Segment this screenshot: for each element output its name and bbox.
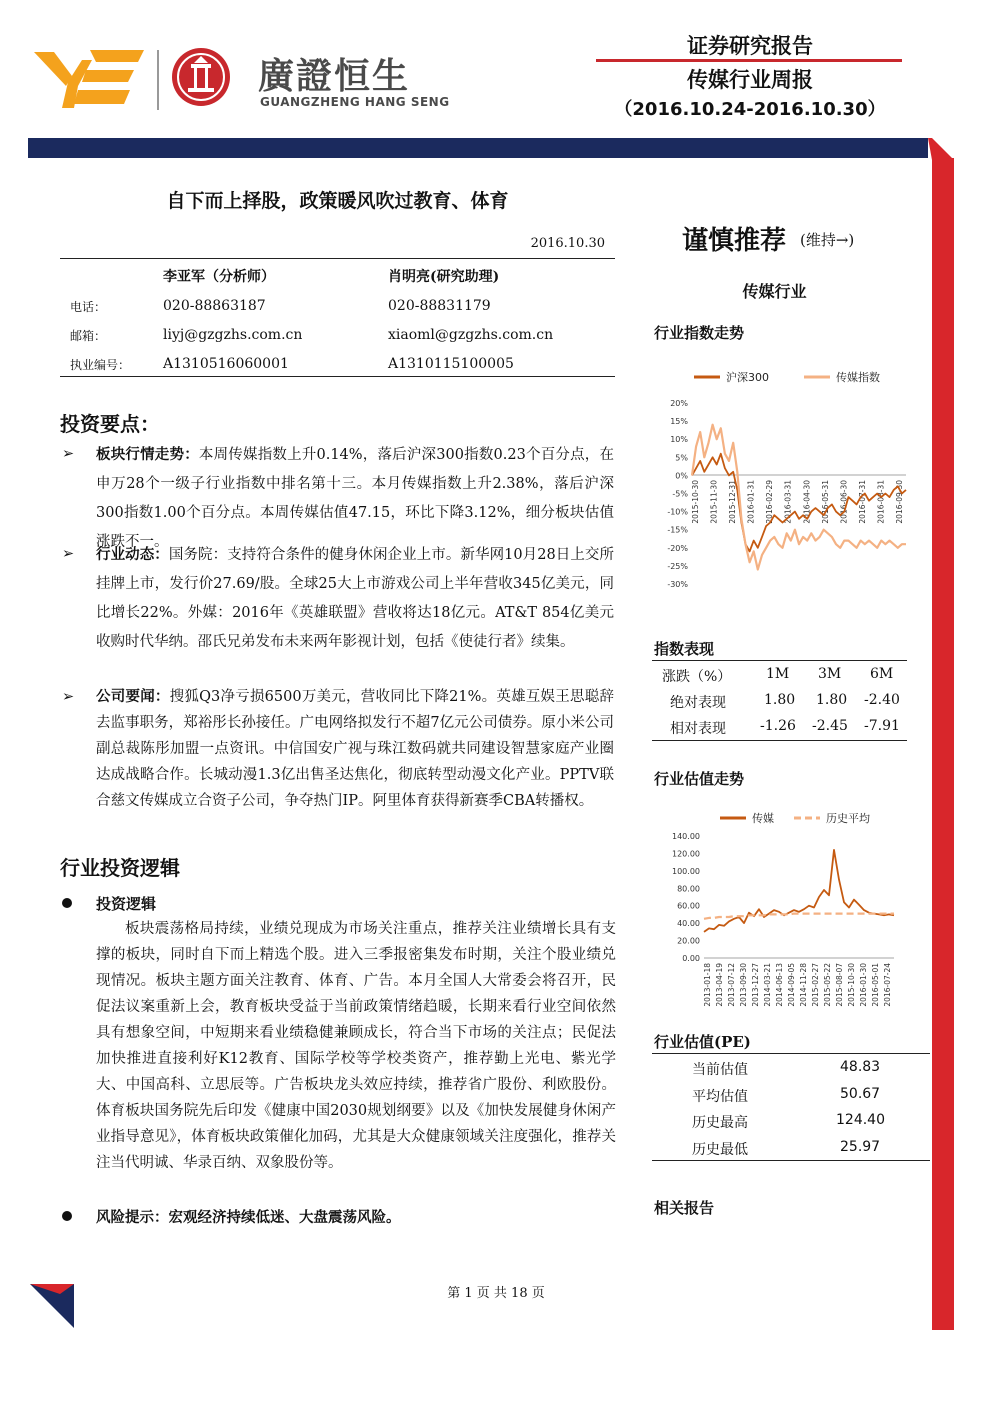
assistant-name: 肖明亮(研究助理): [388, 269, 500, 285]
perf-row-label: 相对表现: [670, 721, 726, 737]
logic-subheading: 投资逻辑: [96, 895, 157, 913]
perf-header-cell: 6M: [870, 666, 894, 682]
arrow-bullet-icon: ➢: [62, 446, 75, 462]
x-tick-label: 2016-03-31: [783, 480, 793, 524]
risk-warning: 风险提示：宏观经济持续低迷、大盘震荡风险。: [96, 1209, 401, 1226]
assistant-license: A1310115100005: [388, 356, 514, 372]
valuation-trend-heading: 行业估值走势: [654, 770, 745, 788]
y-tick-label: -10%: [667, 507, 688, 517]
x-tick-label: 2013-12-27: [751, 963, 760, 1007]
perf-heading: 指数表现: [654, 640, 715, 658]
pe-row-min: [652, 1135, 930, 1161]
index-trend-chart: [652, 362, 920, 622]
header-band: [0, 130, 992, 160]
sector-name: 传媒行业: [742, 282, 807, 301]
perf-header-row: [652, 662, 907, 688]
arrow-bullet-icon: ➢: [62, 689, 75, 705]
x-tick-label: 2016-09-30: [895, 480, 904, 524]
y-tick-label: 100.00: [672, 866, 700, 876]
valuation-trend-chart: [652, 806, 920, 1016]
x-tick-label: 2016-01-31: [746, 480, 756, 524]
y-tick-label: 20.00: [677, 936, 700, 946]
x-tick-label: 2016-02-29: [765, 480, 775, 524]
x-tick-label: 2015-12-31: [728, 480, 738, 524]
x-tick-label: 2014-09-05: [787, 963, 796, 1007]
y-tick-label: 15%: [670, 417, 688, 427]
x-tick-label: 2016-05-31: [820, 480, 830, 524]
perf-top-rule: [652, 660, 907, 661]
page-number: 第 1 页 共 18 页: [447, 1286, 545, 1301]
phone-label: 电话：: [70, 300, 107, 314]
x-tick-label: 2013-04-19: [715, 963, 724, 1007]
key-points-heading: 投资要点：: [60, 412, 160, 436]
perf-cell: 1.80: [764, 692, 796, 708]
point-text: 本周传媒指数上升0.14%，落后沪深300指数0.23个百分点，在申万28个一级子行业指数中排名第十三。本月传媒指数上升2.38%，落后沪深300指数1.00个百分点。本周传媒估值47.15，环比下降3.12%，细分板块估值涨跌不一。: [96, 447, 615, 550]
x-tick-label: 2013-07-12: [727, 963, 736, 1007]
point-industry-news: [62, 540, 614, 657]
report-type-underline: [596, 59, 902, 62]
corner-decoration-icon: [30, 1284, 74, 1328]
pe-row-max: [652, 1108, 930, 1134]
perf-cell: 1.80: [816, 692, 848, 708]
perf-header-cell: 1M: [766, 666, 790, 682]
y-tick-label: -20%: [667, 543, 688, 553]
point-title: 板块行情走势：: [96, 446, 199, 463]
perf-cell: -2.40: [864, 692, 900, 708]
x-tick-label: 2013-01-18: [703, 963, 712, 1007]
y-tick-label: -15%: [667, 525, 688, 535]
pe-label: 历史最低: [692, 1142, 748, 1158]
report-date: 2016.10.30: [530, 236, 605, 251]
x-tick-label: 2014-03-21: [763, 963, 772, 1007]
x-tick-label: 2014-11-28: [799, 963, 808, 1007]
pe-label: 历史最高: [692, 1115, 748, 1131]
analyst-name: 李亚军（分析师）: [163, 269, 275, 285]
bullet-dot-icon: [62, 898, 72, 908]
perf-row-absolute: [652, 688, 907, 714]
logic-heading: 行业投资逻辑: [60, 856, 180, 880]
perf-header-cell: 涨跌（%）: [662, 669, 732, 685]
x-tick-label: 2016-04-30: [802, 480, 812, 524]
pe-value: 25.97: [840, 1139, 881, 1155]
x-tick-label: 2016-05-01: [871, 963, 880, 1007]
pe-value: 50.67: [840, 1086, 881, 1102]
y-tick-label: -30%: [667, 580, 688, 589]
report-title: 自下而上择股，政策暖风吹过教育、体育: [166, 190, 509, 212]
arrow-bullet-icon: ➢: [62, 546, 75, 562]
x-tick-label: 2016-01-30: [859, 963, 868, 1007]
perf-row-label: 绝对表现: [670, 695, 726, 711]
x-tick-label: 2016-07-24: [883, 963, 892, 1007]
pe-bottom-rule: [652, 1160, 930, 1161]
report-type: 证券研究报告: [687, 34, 813, 58]
x-tick-label: 2013-09-30: [739, 963, 748, 1007]
analyst-license: A1310516060001: [163, 356, 289, 372]
y-tick-label: -25%: [667, 561, 688, 571]
bullet-dot-icon: [62, 1211, 72, 1221]
y-tick-label: 5%: [675, 453, 688, 463]
x-tick-label: 2016-06-30: [839, 480, 849, 524]
x-tick-label: 2015-02-27: [811, 963, 820, 1007]
contact-bottom-rule: [60, 376, 615, 377]
point-company-news: [62, 684, 614, 814]
pe-value: 48.83: [840, 1059, 881, 1075]
y-tick-label: 80.00: [677, 884, 700, 894]
perf-bottom-rule: [652, 740, 907, 741]
perf-cell: -2.45: [812, 718, 848, 734]
analyst-email[interactable]: liyj@gzgzhs.com.cn: [163, 327, 303, 343]
email-label: 邮箱：: [70, 329, 107, 343]
x-tick-label: 2014-06-13: [775, 963, 784, 1007]
logo-divider: [157, 50, 159, 110]
point-text: 国务院：支持符合条件的健身休闲企业上市。新华网10月28日上交所挂牌上市，发行价27.69/股。全球25大上市游戏公司上半年营收345亿美元，同比增长22%。外媒：2016年《英雄联盟》营收将达18亿元。AT&T 854亿美元收购时代华纳。邵氏兄弟发布未来两年影视计划，包括《使徒行者》续集。: [96, 547, 615, 650]
license-label: 执业编号：: [70, 358, 131, 372]
assistant-email[interactable]: xiaoml@gzgzhs.com.cn: [388, 327, 554, 343]
series-line-0: [692, 454, 906, 552]
perf-header-cell: 3M: [818, 666, 842, 682]
y-tick-label: 140.00: [672, 832, 700, 841]
x-tick-label: 2016-08-31: [876, 480, 886, 524]
x-tick-label: 2015-10-30: [847, 963, 856, 1007]
x-tick-label: 2015-05-22: [823, 963, 832, 1007]
x-tick-label: 2015-10-30: [691, 480, 700, 524]
x-tick-label: 2015-11-30: [709, 480, 719, 524]
perf-cell: -7.91: [864, 718, 900, 734]
pe-row-average: [652, 1082, 930, 1108]
legend-label: 沪深300: [726, 371, 769, 384]
y-tick-label: 10%: [670, 435, 688, 445]
point-title: 公司要闻：: [96, 688, 170, 705]
company-name-cn: 廣證恒生: [258, 56, 411, 97]
x-tick-label: 2015-08-07: [835, 963, 844, 1007]
ye-logo-icon: [34, 46, 146, 110]
legend-label: 传媒: [752, 812, 774, 825]
index-trend-heading: 行业指数走势: [654, 324, 745, 342]
pe-label: 当前估值: [692, 1062, 748, 1078]
analyst-phone: 020-88863187: [163, 298, 266, 314]
legend-label: 历史平均: [826, 812, 870, 825]
y-tick-label: 60.00: [677, 901, 700, 911]
pe-heading: 行业估值(PE): [654, 1033, 751, 1051]
y-tick-label: -5%: [672, 489, 688, 499]
perf-cell: -1.26: [760, 718, 796, 734]
pe-top-rule: [652, 1053, 930, 1054]
point-title: 行业动态：: [96, 546, 169, 563]
report-period: （2016.10.24-2016.10.30）: [614, 99, 886, 120]
logic-body: 板块震荡格局持续，业绩兑现成为市场关注重点，推荐关注业绩增长具有支撑的板块，同时自下而上精选个股。进入三季报密集发布时期，关注个股业绩兑现情况。板块主题方面关注教育、体育、广告。本月全国人大常委会将召开，民促法议案重新上会，教育板块受益于当前政策情绪趋暖，长期来看行业空间依然具有想象空间，中短期来看业绩稳健兼顾成长，符合当下市场的关注点；民促法加快推进直接利好K12教育、国际学校等学校类资产，推荐勤上光电、紫光学大、中国高科、立思辰等。广告板块龙头效应持续，推荐省广股份、利欧股份。体育板块国务院先后印发《健康中国2030规划纲要》以及《加快发展健身休闲产业指导意见》，体育板块政策催化加码，尤其是大众健康领域关注度强化，推荐关注当代明诚、华录百纳、双象股份等。: [96, 921, 616, 1171]
point-text: 搜狐Q3净亏损6500万美元，营收同比下降21%。英雄互娱王思聪辞去监事职务，郑裕彤长孙接任。广电网络拟发行不超7亿元公司债券。原小米公司副总裁陈彤加盟一点资讯。中信国安广视与珠江数码就共同建设智慧家庭产业圈达成战略合作。长城动漫1.3亿出售圣达焦化，彻底转型动漫文化产业。PPTV联合慈文传媒成立合资子公司，争夺热门IP。阿里体育获得新赛季CBA转播权。: [96, 689, 614, 809]
related-reports-heading: 相关报告: [654, 1199, 715, 1217]
series-line-1: [704, 914, 894, 919]
assistant-phone: 020-88831179: [388, 298, 491, 314]
pe-row-current: [652, 1055, 930, 1081]
right-margin-bar: [932, 158, 954, 1330]
company-seal-icon: [170, 46, 232, 108]
contact-top-rule: [60, 258, 615, 259]
y-tick-label: 0.00: [682, 954, 700, 963]
perf-table: [652, 662, 907, 740]
y-tick-label: 20%: [670, 399, 688, 408]
y-tick-label: 120.00: [672, 849, 700, 859]
perf-row-relative: [652, 714, 907, 740]
rating-status: (维持→): [800, 231, 855, 249]
rating: 谨慎推荐: [682, 226, 787, 256]
report-subtype: 传媒行业周报: [687, 68, 813, 92]
series-line-0: [704, 850, 894, 932]
y-tick-label: 40.00: [677, 919, 700, 929]
pe-label: 平均估值: [692, 1089, 748, 1105]
pe-value: 124.40: [836, 1112, 885, 1128]
legend-label: 传媒指数: [836, 371, 880, 384]
y-tick-label: 0%: [675, 471, 688, 481]
x-tick-label: 2016-07-31: [857, 480, 867, 524]
company-name-en: GUANGZHENG HANG SENG: [260, 95, 450, 109]
